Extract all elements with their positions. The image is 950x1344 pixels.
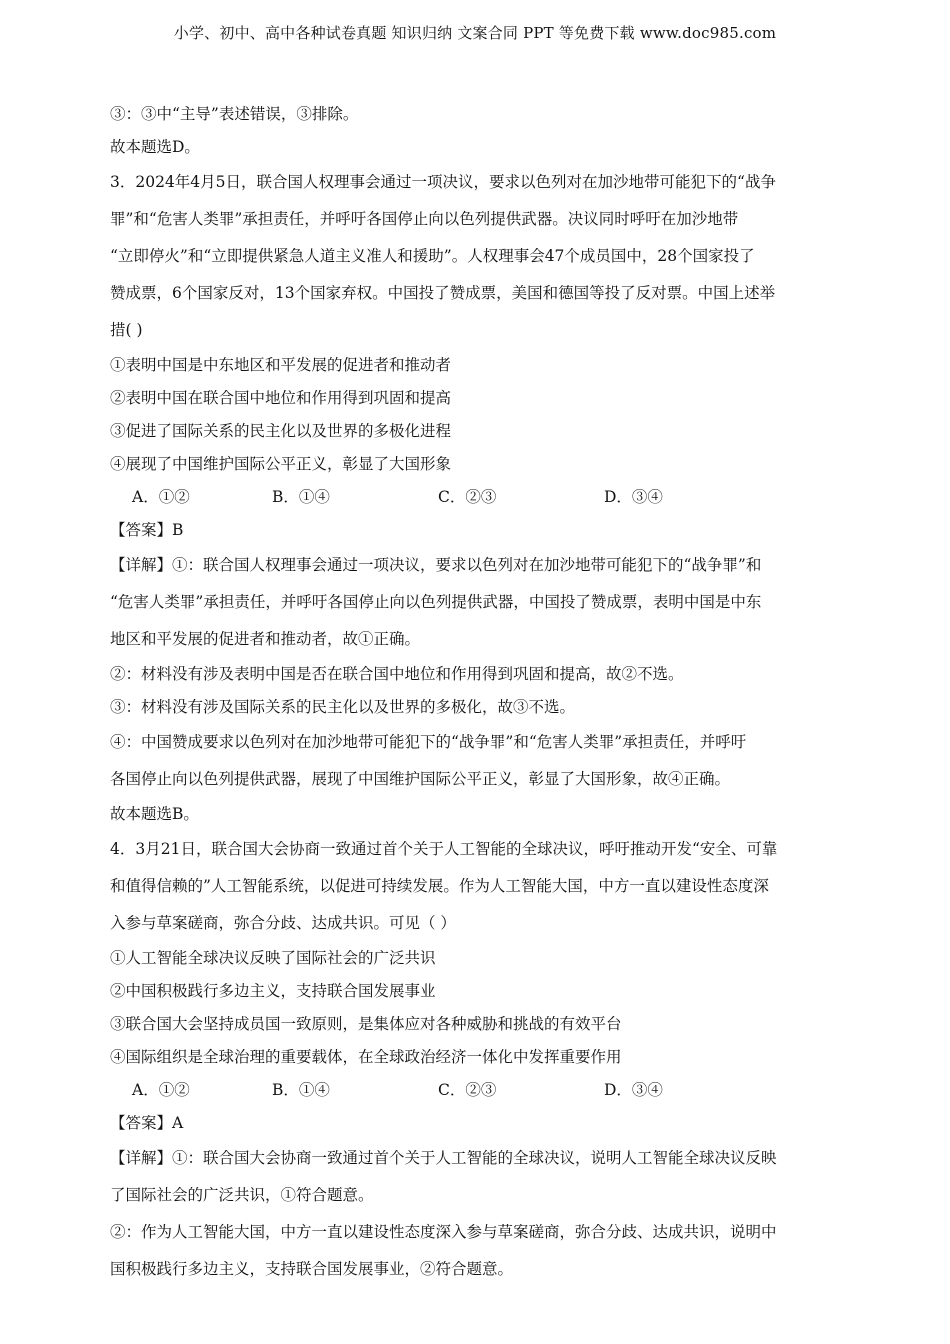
option-a: A．①②: [132, 488, 190, 506]
conclusion-line: 故本题选B。: [110, 805, 199, 823]
explanation-line: ②：作为人工智能大国，中方一直以建设性态度深入参与草案磋商，弥合分歧、达成共识，说明中: [110, 1223, 777, 1241]
explanation-line: ④：中国赞成要求以色列对在加沙地带可能犯下的“战争罪”和“危害人类罪”承担责任，并呼吁: [110, 733, 747, 751]
statement-item: ③促进了国际关系的民主化以及世界的多极化进程: [110, 422, 452, 440]
option-c: C．②③: [438, 1081, 497, 1099]
option-c: C．②③: [438, 488, 497, 506]
question-4: [110, 831, 840, 1288]
page-header[interactable]: 小学、初中、高中各种试卷真题 知识归纳 文案合同 PPT 等免费下载 www.doc985.com: [173, 24, 777, 42]
explanation-line: “危害人类罪”承担责任，并呼吁各国停止向以色列提供武器，中国投了赞成票，表明中国是中东: [110, 593, 762, 611]
statement-item: ④展现了中国维护国际公平正义，彰显了大国形象: [110, 455, 452, 473]
question-stem: “立即停火”和“立即提供紧急人道主义准人和援助”。人权理事会47个成员国中，28个国家投了: [110, 247, 755, 265]
statement-item: ③联合国大会坚持成员国一致原则，是集体应对各种威胁和挑战的有效平台: [110, 1015, 622, 1033]
question-stem: 措( ): [110, 321, 143, 339]
explanation-line: 【详解】①：联合国大会协商一致通过首个关于人工智能的全球决议，说明人工智能全球决议反映: [110, 1149, 777, 1167]
statement-item: ②中国积极践行多边主义，支持联合国发展事业: [110, 982, 436, 1000]
explanation-line: ③：材料没有涉及国际关系的民主化以及世界的多极化，故③不选。: [110, 698, 576, 716]
explanation-line: 【详解】①：联合国人权理事会通过一项决议，要求以色列对在加沙地带可能犯下的“战争罪”和: [110, 556, 762, 574]
document-body: [110, 98, 840, 1288]
answer-line: 【答案】B: [110, 521, 184, 539]
explanation-line: 各国停止向以色列提供武器，展现了中国维护国际公平正义，彰显了大国形象，故④正确。: [110, 770, 731, 788]
explanation-line: 地区和平发展的促进者和推动者，故①正确。: [110, 630, 421, 648]
question-stem: 和值得信赖的”人工智能系统，以促进可持续发展。作为人工智能大国，中方一直以建设性态度深: [110, 877, 769, 895]
option-d: D．③④: [604, 488, 663, 506]
question-3: [110, 164, 840, 831]
text-line: ③：③中“主导”表述错误，③排除。: [110, 105, 359, 123]
answer-options: [110, 481, 840, 514]
answer-line: 【答案】A: [110, 1114, 184, 1132]
explanation-line: ②：材料没有涉及表明中国是否在联合国中地位和作用得到巩固和提高，故②不选。: [110, 665, 684, 683]
explanation-line: 国积极践行多边主义，支持联合国发展事业，②符合题意。: [110, 1260, 514, 1278]
text-line: 故本题选D。: [110, 138, 200, 156]
question-stem: 罪”和“危害人类罪”承担责任，并呼吁各国停止向以色列提供武器。决议同时呼吁在加沙地带: [110, 210, 739, 228]
question-stem: 4．3月21日，联合国大会协商一致通过首个关于人工智能的全球决议，呼吁推动开发“安全、可靠: [110, 840, 778, 858]
statement-item: ①表明中国是中东地区和平发展的促进者和推动者: [110, 356, 452, 374]
option-b: B．①④: [272, 1081, 330, 1099]
question-stem: 3．2024年4月5日，联合国人权理事会通过一项决议，要求以色列对在加沙地带可能犯下的“战争: [110, 173, 776, 191]
answer-options: [110, 1074, 840, 1107]
question-stem: 赞成票，6个国家反对，13个国家弃权。中国投了赞成票，美国和德国等投了反对票。中国上述举: [110, 284, 776, 302]
option-a: A．①②: [132, 1081, 190, 1099]
option-d: D．③④: [604, 1081, 663, 1099]
option-b: B．①④: [272, 488, 330, 506]
explanation-line: 了国际社会的广泛共识，①符合题意。: [110, 1186, 374, 1204]
statement-item: ①人工智能全球决议反映了国际社会的广泛共识: [110, 949, 436, 967]
question-stem: 入参与草案磋商，弥合分歧、达成共识。可见（ ）: [110, 914, 456, 932]
statement-item: ④国际组织是全球治理的重要载体，在全球政治经济一体化中发挥重要作用: [110, 1048, 622, 1066]
statement-item: ②表明中国在联合国中地位和作用得到巩固和提高: [110, 389, 452, 407]
